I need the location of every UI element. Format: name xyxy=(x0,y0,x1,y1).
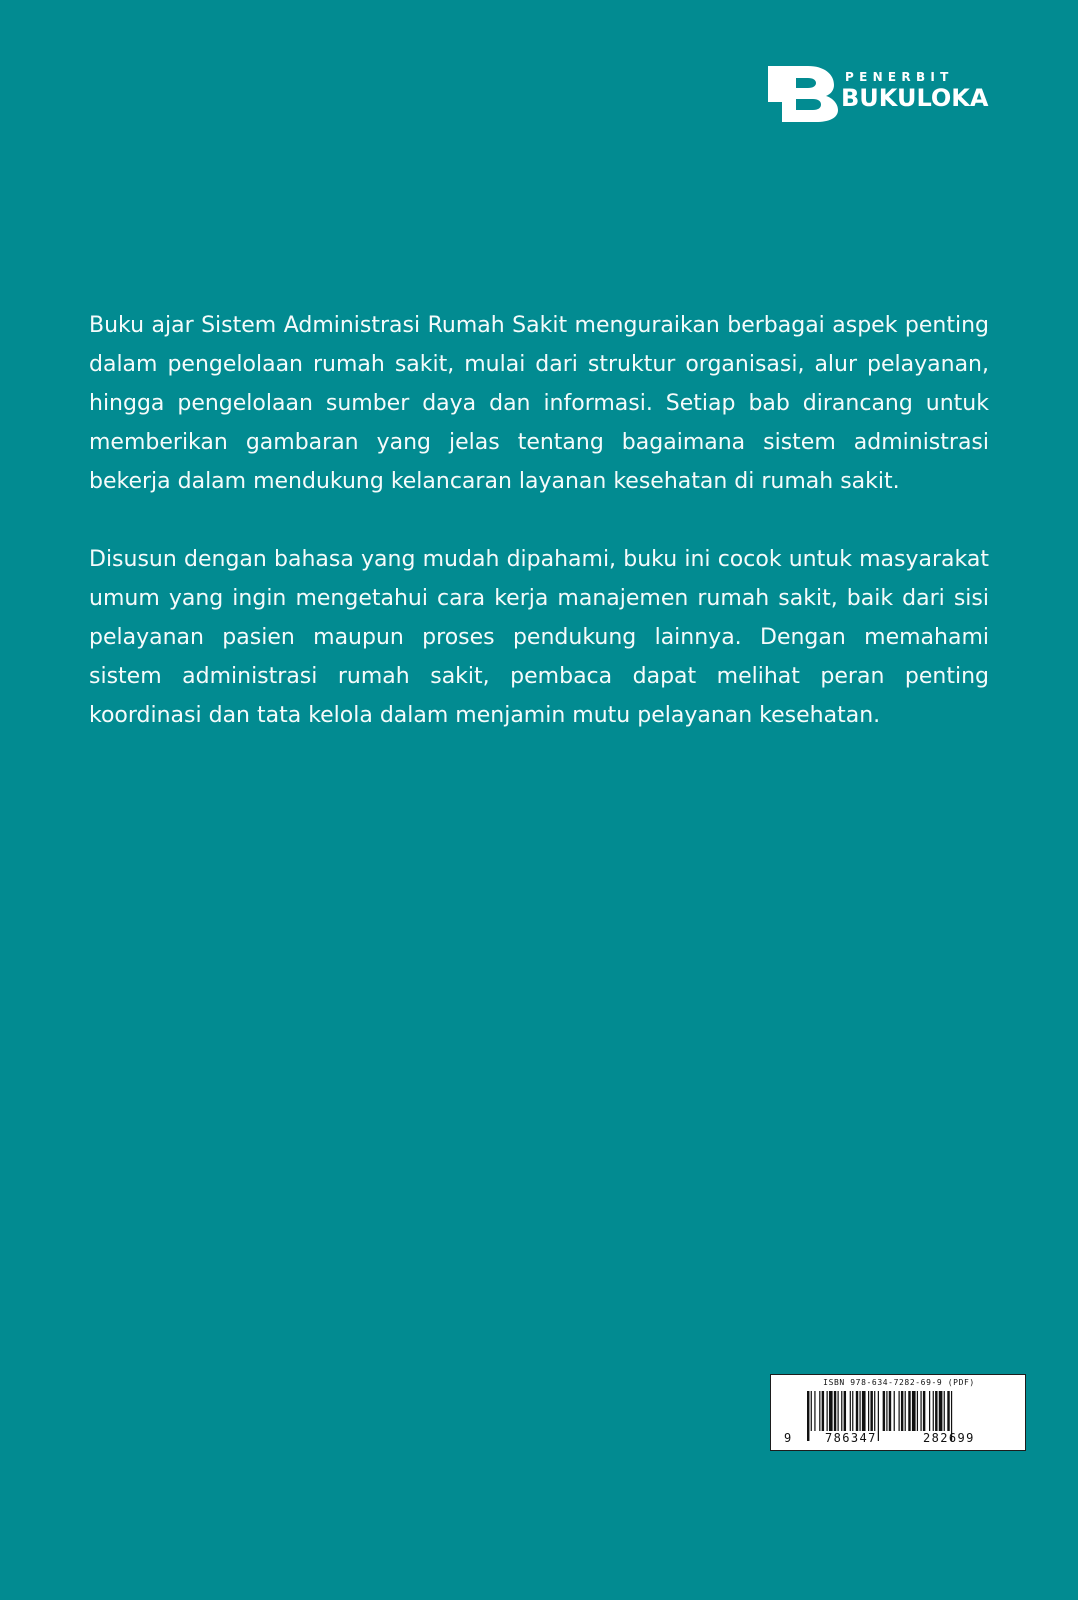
barcode-bar xyxy=(852,1391,853,1431)
bukuloka-b-logo-icon xyxy=(768,66,838,122)
barcode-bar xyxy=(947,1391,949,1431)
barcode-bar xyxy=(870,1391,872,1431)
publisher-label: PENERBIT xyxy=(845,70,954,84)
barcode-bar xyxy=(829,1391,833,1431)
book-blurb xyxy=(89,306,989,735)
publisher-name: BUKULOKA xyxy=(841,84,989,112)
barcode-bar xyxy=(933,1391,934,1431)
barcode-bar xyxy=(838,1391,839,1431)
barcode-bar xyxy=(935,1391,937,1431)
barcode-digits-left: 786347 xyxy=(825,1431,877,1445)
barcode-bar xyxy=(901,1391,903,1431)
barcode-bar xyxy=(856,1391,858,1431)
barcode-bar xyxy=(850,1391,851,1431)
barcode-digits-right: 282699 xyxy=(923,1431,975,1445)
barcode-bar xyxy=(819,1391,820,1431)
barcode-bar xyxy=(908,1391,910,1431)
barcode-bar xyxy=(929,1391,930,1431)
barcode-bar xyxy=(923,1391,925,1431)
barcode-bar xyxy=(807,1391,809,1441)
isbn-label: ISBN 978-634-7282-69-9 (PDF) xyxy=(823,1378,975,1387)
barcode-bar xyxy=(814,1391,815,1431)
barcode-bar xyxy=(841,1391,842,1431)
isbn-barcode-block xyxy=(770,1374,1026,1451)
barcode-bar xyxy=(827,1391,828,1431)
publisher-logo xyxy=(768,64,990,122)
barcode-bar xyxy=(862,1391,866,1431)
barcode-bar xyxy=(874,1391,875,1431)
barcode-bar xyxy=(878,1391,879,1441)
barcode-bar xyxy=(920,1391,921,1431)
barcode-digit-first: 9 xyxy=(784,1431,792,1445)
barcode-bar xyxy=(905,1391,906,1431)
barcode-bar xyxy=(868,1391,869,1431)
barcode-bar xyxy=(859,1391,860,1431)
barcode-bar xyxy=(939,1391,943,1431)
blurb-paragraph-2: Disusun dengan bahasa yang mudah dipahami, buku ini cocok untuk masyarakat umum yang ingin mengetahui cara kerja manajemen rumah sakit, baik dari sisi pelayanan pasien maupun proses pendukung lainnya. Dengan memahami sistem administrasi rumah sakit, pembaca dapat melihat peran penting koordinasi dan tata kelola dalam menjamin mutu pelayanan kesehatan. xyxy=(89,547,989,728)
barcode-bar xyxy=(811,1391,812,1431)
barcode-bar xyxy=(822,1391,824,1431)
barcode-bar xyxy=(883,1391,885,1431)
blurb-paragraph-1: Buku ajar Sistem Administrasi Rumah Sakit menguraikan berbagai aspek penting dalam pengelolaan rumah sakit, mulai dari struktur organisasi, alur pelayanan, hingga pengelolaan sumber daya dan informasi. Setiap bab dirancang untuk memberikan gambaran yang jelas tentang bagaimana sistem administrasi bekerja dalam mendukung kelancaran layanan kesehatan di rumah sakit. xyxy=(89,313,989,494)
barcode-bar xyxy=(894,1391,895,1431)
barcode-bar xyxy=(912,1391,916,1431)
barcode-bar xyxy=(917,1391,918,1431)
barcode-bar xyxy=(886,1391,887,1431)
barcode-bar xyxy=(889,1391,891,1431)
barcode-bar xyxy=(844,1391,846,1431)
barcode-bar xyxy=(944,1391,945,1431)
barcode-bar xyxy=(899,1391,900,1431)
barcode-bar xyxy=(834,1391,836,1431)
